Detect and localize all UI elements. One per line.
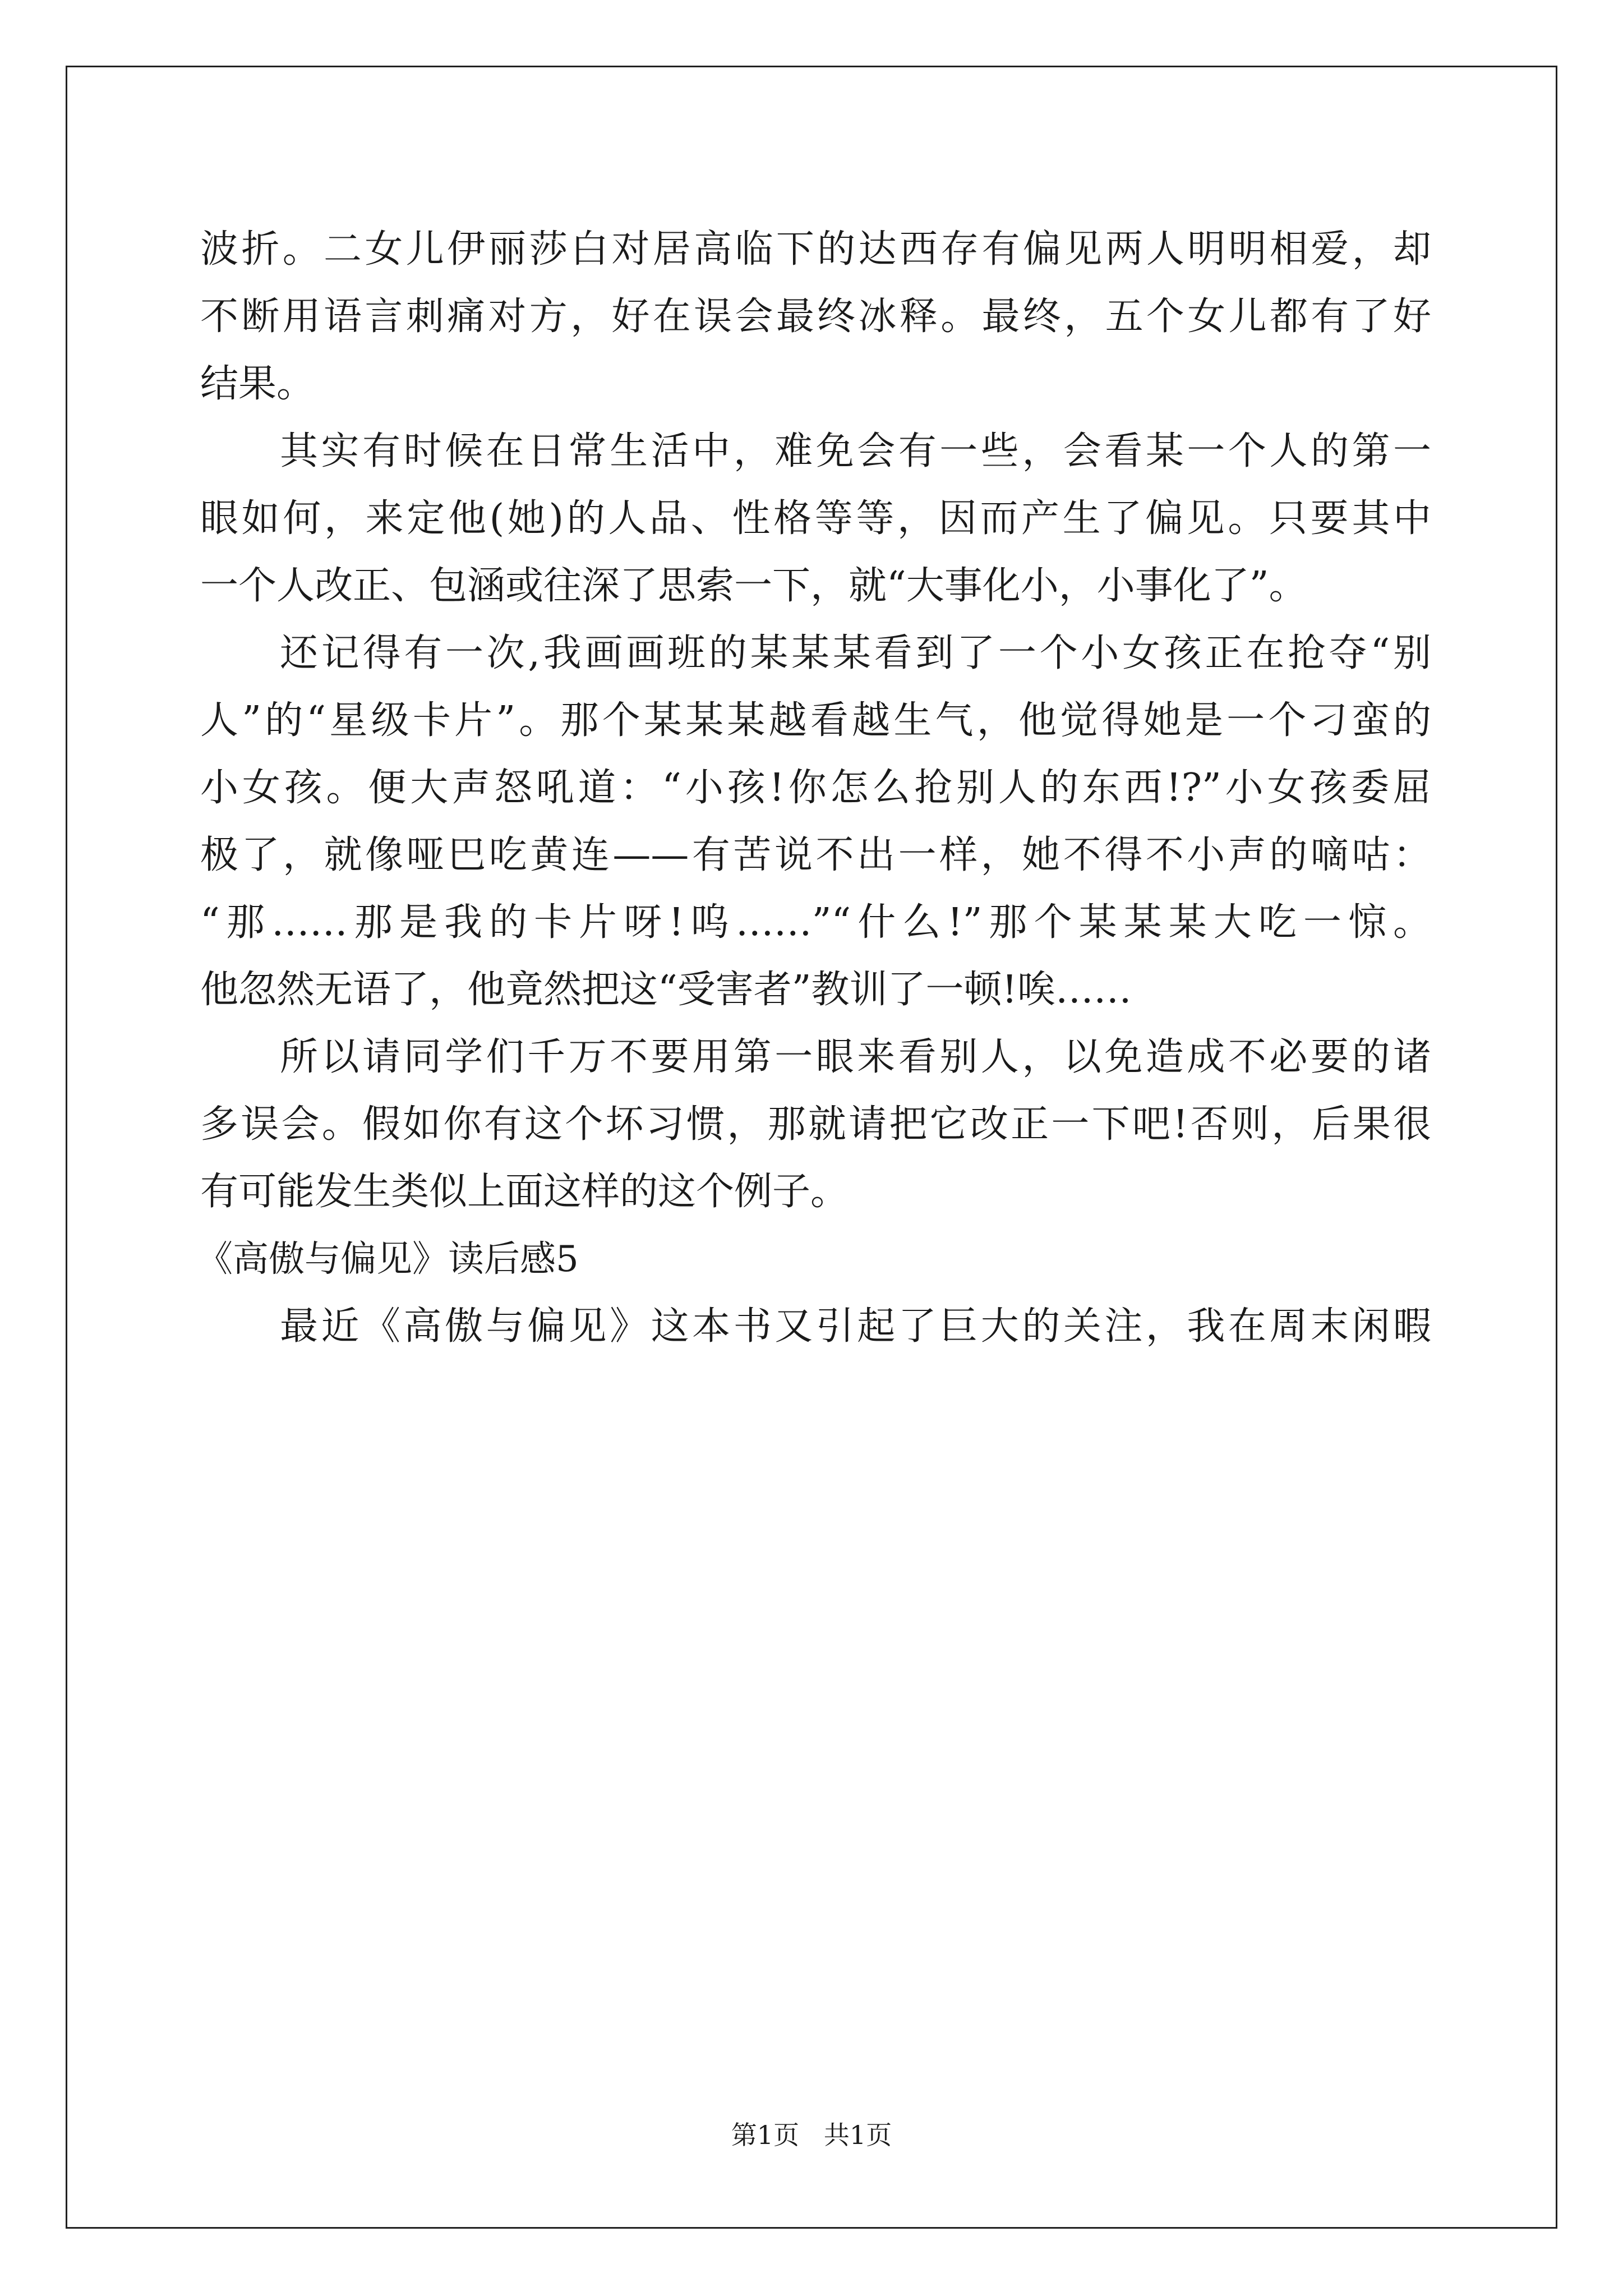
text-line: 波折。二女儿伊丽莎白对居高临下的达西存有偏见两人明明相爱，却 [200, 227, 1431, 272]
text-line: 不断用语言刺痛对方，好在误会最终冰释。最终，五个女儿都有了好 [200, 295, 1431, 339]
text-line: 还记得有一次,我画画班的某某某看到了一个小女孩正在抢夺“别 [280, 631, 1431, 675]
text-line: 结果。 [200, 362, 315, 406]
text-line: 多误会。假如你有这个坏习惯，那就请把它改正一下吧!否则，后果很 [200, 1102, 1431, 1147]
document-body [197, 216, 1431, 1360]
text-line: 其实有时候在日常生活中，难免会有一些，会看某一个人的第一 [280, 429, 1431, 473]
text-line: 一个人改正、包涵或往深了思索一下，就“大事化小，小事化了”。 [200, 564, 1307, 608]
text-line: 极了，就像哑巴吃黄连——有苦说不出一样，她不得不小声的嘀咕： [200, 833, 1431, 877]
text-line: 有可能发生类似上面这样的这个例子。 [200, 1170, 849, 1214]
page-footer: 第1页 共1页 [731, 2120, 892, 2150]
text-line: 人”的“星级卡片”。那个某某某越看越生气，他觉得她是一个刁蛮的 [200, 698, 1431, 743]
text-line: 他忽然无语了，他竟然把这“受害者”教训了一顿!唉…… [200, 968, 1132, 1012]
text-line: 眼如何，来定他(她)的人品、性格等等，因而产生了偏见。只要其中 [200, 496, 1431, 541]
text-line: 最近《高傲与偏见》这本书又引起了巨大的关注，我在周末闲暇 [280, 1304, 1431, 1349]
text-line: 所以请同学们千万不要用第一眼来看别人，以免造成不必要的诸 [280, 1035, 1431, 1079]
text-line: “那……那是我的卡片呀!呜……”“什么!”那个某某某大吃一惊。 [200, 900, 1431, 945]
section-heading: 《高傲与偏见》读后感5 [197, 1239, 579, 1280]
text-line: 小女孩。便大声怒吼道：“小孩!你怎么抢别人的东西!?”小女孩委屈 [200, 766, 1431, 810]
